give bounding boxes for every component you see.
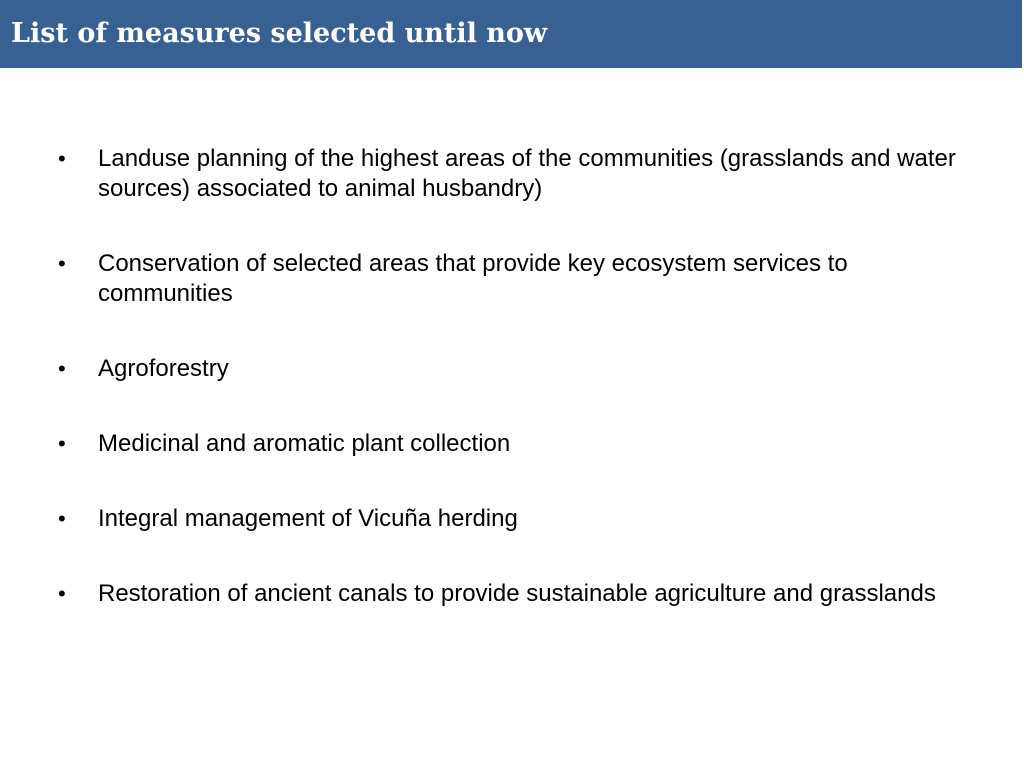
- bullet-item-vicuna-herding: [58, 504, 958, 534]
- bullet-text: Integral management of Vicuña herding: [98, 505, 518, 532]
- bullet-item-canal-restoration: [58, 579, 958, 609]
- bullet-icon: •: [58, 356, 66, 381]
- bullet-icon: •: [58, 251, 66, 276]
- bullet-item-landuse-planning: [58, 144, 958, 204]
- bullet-item-medicinal-plants: [58, 429, 958, 459]
- bullet-item-agroforestry: [58, 354, 958, 384]
- bullet-text: Landuse planning of the highest areas of the communities (grasslands and water sources) associated to animal husbandry): [98, 145, 956, 202]
- bullet-text: Agroforestry: [98, 355, 229, 382]
- bullet-list: [58, 144, 958, 654]
- bullet-icon: •: [58, 146, 66, 171]
- slide-title: List of measures selected until now: [11, 18, 548, 49]
- bullet-text: Restoration of ancient canals to provide sustainable agriculture and grasslands: [98, 580, 936, 607]
- bullet-icon: •: [58, 581, 66, 606]
- bullet-text: Medicinal and aromatic plant collection: [98, 430, 511, 457]
- bullet-item-conservation: [58, 249, 958, 309]
- title-bar: [0, 0, 1022, 68]
- bullet-icon: •: [58, 431, 66, 456]
- bullet-text: Conservation of selected areas that provide key ecosystem services to communities: [98, 250, 848, 307]
- bullet-icon: •: [58, 506, 66, 531]
